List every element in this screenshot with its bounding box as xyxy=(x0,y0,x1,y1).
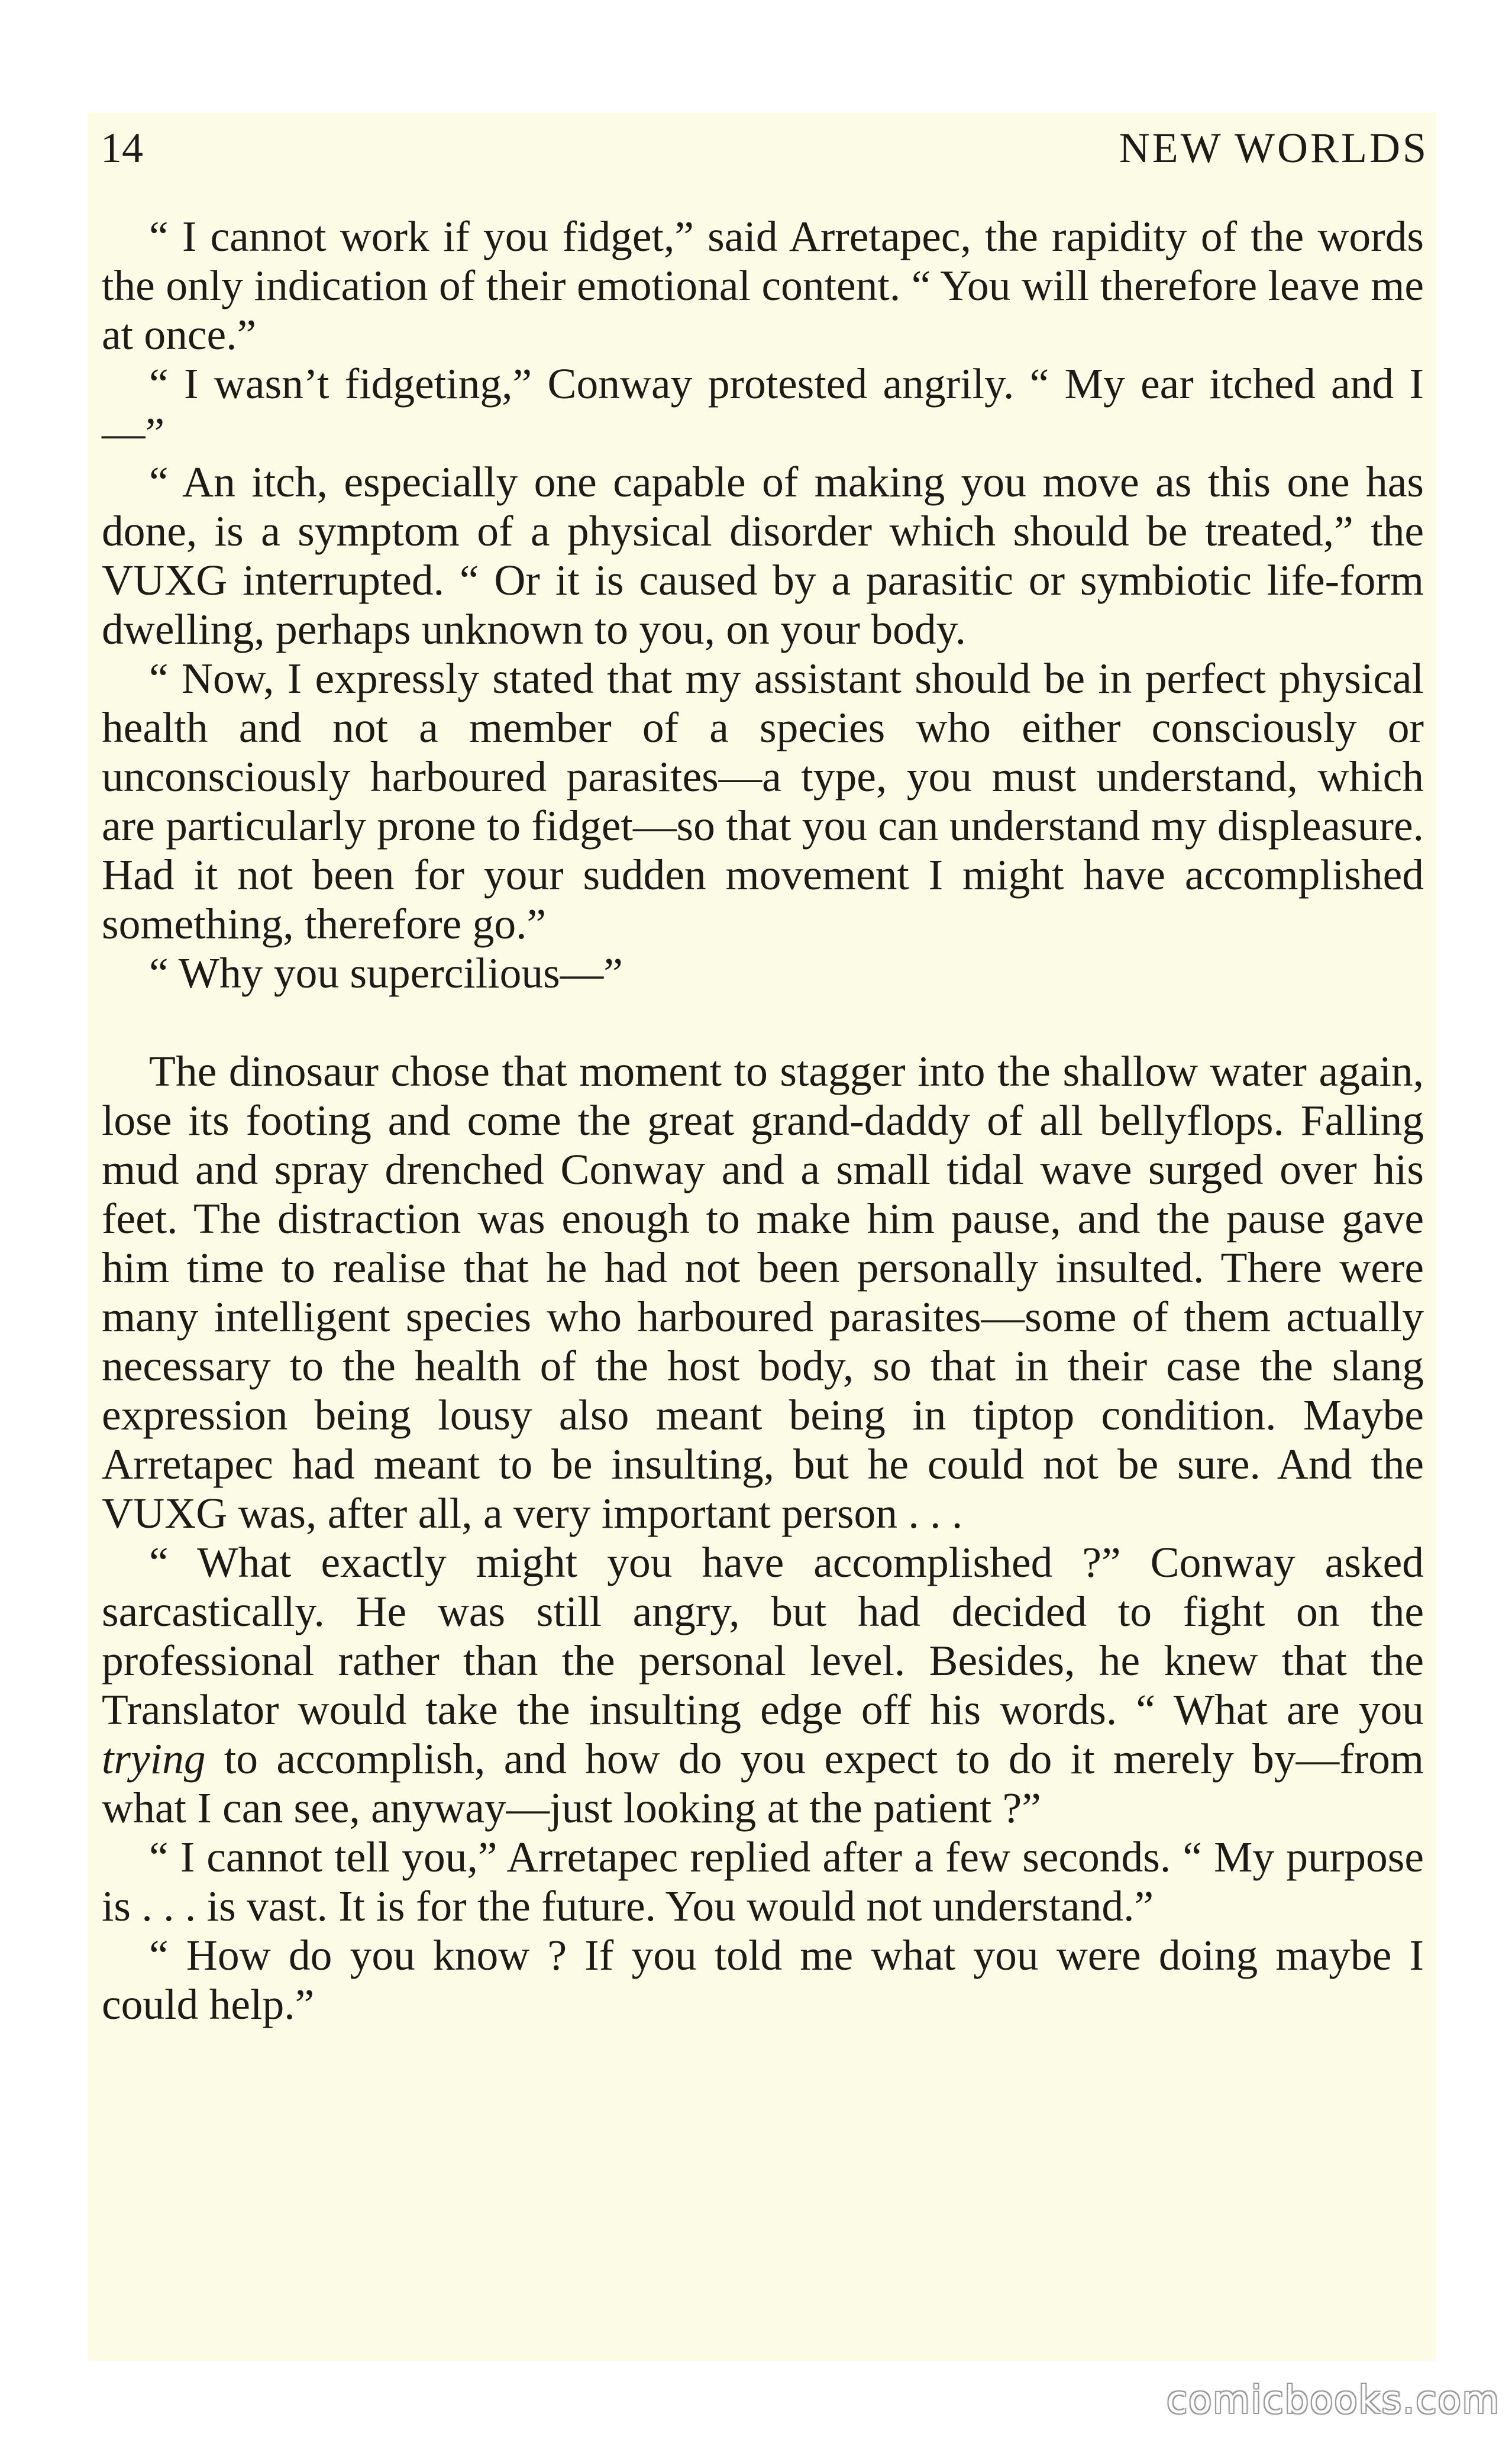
paragraph-text: “ What exactly might you have accomplished ?” Conway asked sarcastically. He was still angry, but had decided to fight on the professional rather than the personal level. Besides, he knew that the Translator would take the insulting edge off his words. xyxy=(102,1538,1424,1734)
paragraph: “ How do you know ? If you told me what you were doing maybe I could help.” xyxy=(102,1931,1424,2028)
running-head xyxy=(101,118,1429,178)
paragraph: “ I wasn’t fidgeting,” Conway protested angrily. “ My ear itched and I—” xyxy=(102,360,1424,457)
quote-before: “ What are you xyxy=(1117,1686,1424,1734)
paragraph: “ An itch, especially one capable of making you move as this one has done, is a symptom of a physical disorder which should be treated,” the VUXG interrupted. “ Or it is caused by a parasitic or symbiotic life-form dwelling, perhaps unknown to you, on your body. xyxy=(102,458,1424,653)
paragraph-with-emphasis xyxy=(102,1538,1424,1832)
paragraph: “ Now, I expressly stated that my assistant should be in perfect physical health and not a member of a species who either consciously or unconsciously harboured parasites—a type, you must understand, which are particularly prone to fidget—so that you can understand my displeasure. Had it not been for your sudden movement I might have accomplished something, therefore go.” xyxy=(102,654,1424,948)
paragraph: “ Why you supercilious—” xyxy=(149,949,623,997)
magazine-name: NEW WORLDS xyxy=(1119,124,1429,172)
page-number: 14 xyxy=(101,124,143,172)
paragraph: The dinosaur chose that moment to stagger into the shallow water again, lose its footing and come the great grand-daddy of all bellyflops. Falling mud and spray drenched Conway and a small tidal wave surged over his feet. The distraction was enough to make him pause, and the pause gave him time to realise that he had not been personally insulted. There were many intelligent species who harboured parasites—some of them actually necessary to the health of the host body, so that in their case the slang expression being lousy also meant being in tiptop condition. Maybe Arretapec had meant to be insulting, but he could not be sure. And the VUXG was, after all, a very important person . . . xyxy=(102,1047,1424,1537)
story-text xyxy=(102,212,1424,2029)
paragraph: “ I cannot work if you fidget,” said Arretapec, the rapidity of the words the only indication of their emotional content. “ You will therefore leave me at once.” xyxy=(102,212,1424,359)
watermark: comicbooks.com xyxy=(1166,2379,1500,2422)
emphasis-word: trying xyxy=(102,1735,206,1783)
quote-after: to accomplish, and how do you expect to do it merely by—from what I can see, anyway—just looking at the patient ?” xyxy=(102,1735,1424,1832)
paragraph: “ I cannot tell you,” Arretapec replied after a few seconds. “ My purpose is . . . is vast. It is for the future. You would not understand.” xyxy=(102,1833,1424,1930)
